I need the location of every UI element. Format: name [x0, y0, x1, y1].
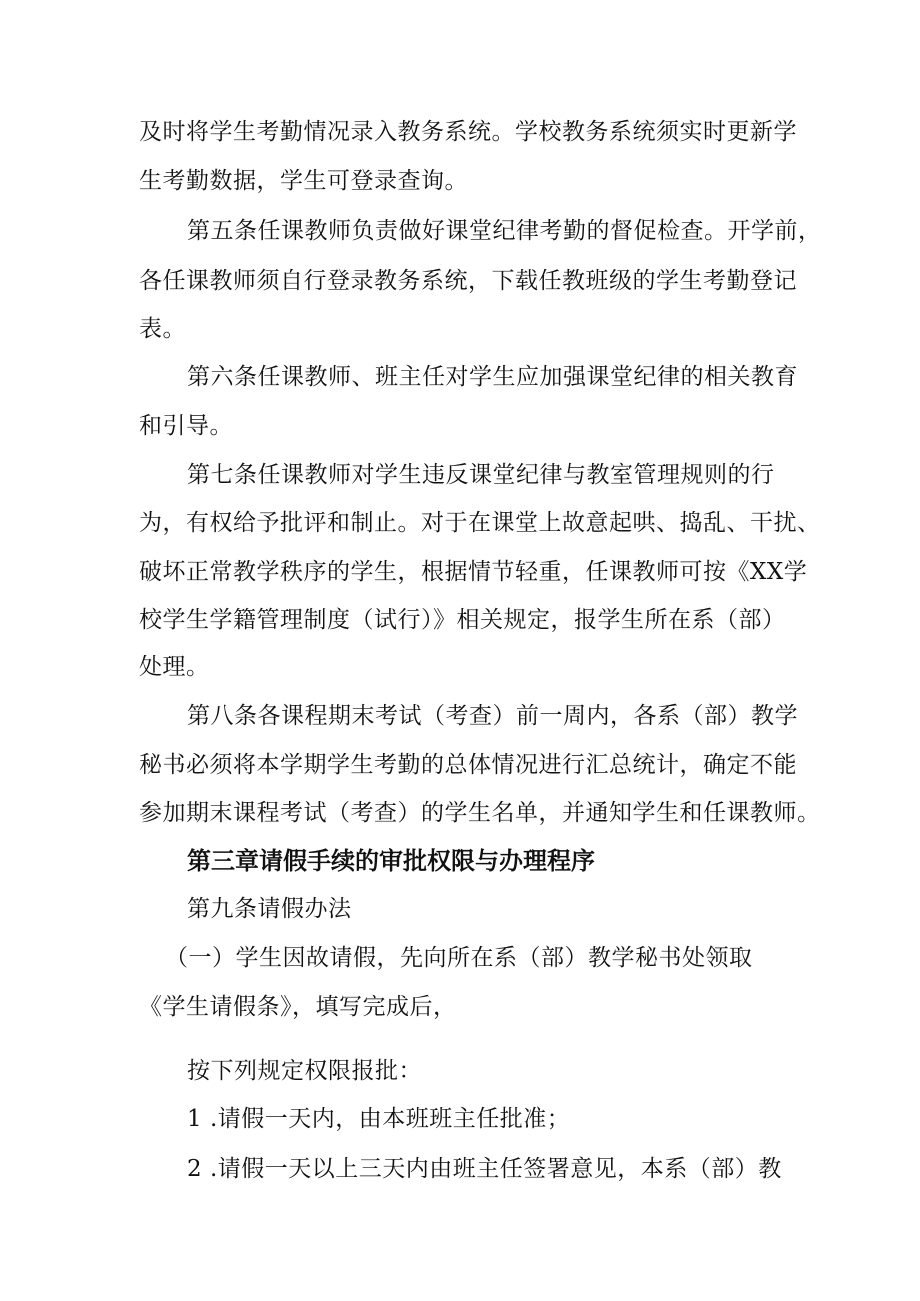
paragraph-line: 参加期末课程考试（考查）的学生名单，并通知学生和任课教师。: [139, 800, 821, 826]
paragraph-line: 各任课教师须自行登录教务系统，下载任教班级的学生考勤登记: [139, 268, 797, 294]
paragraph-line: 处理。: [139, 654, 210, 680]
list-item: 1 .请假一天内，由本班班主任批准；: [187, 1106, 571, 1132]
article-9-line: 第九条请假办法: [187, 896, 352, 922]
paragraph-line: 《学生请假条》，填写完成后，: [139, 994, 457, 1020]
paragraph-line: 破坏正常教学秩序的学生，根据情节轻重，任课教师可按《XX学: [139, 559, 808, 585]
paragraph-line: 为，有权给予批评和制止。对于在课堂上故意起哄、捣乱、干扰、: [139, 510, 821, 536]
article-5-line: 第五条任课教师负责做好课堂纪律考勤的督促检查。开学前，: [187, 218, 822, 244]
clause-1-line: （一）学生因故请假，先向所在系（部）教学秘书处领取: [165, 945, 753, 971]
list-item: 2 .请假一天以上三天内由班主任签署意见，本系（部）教: [187, 1156, 782, 1182]
chapter-heading: 第三章请假手续的审批权限与办理程序: [187, 847, 595, 875]
article-7-line: 第七条任课教师对学生违反课堂纪律与教室管理规则的行: [187, 462, 775, 488]
paragraph-line: 校学生学籍管理制度（试行）》相关规定，报学生所在系（部）: [139, 607, 786, 633]
article-6-line: 第六条任课教师、班主任对学生应加强课堂纪律的相关教育: [187, 364, 798, 390]
paragraph-line: 秘书必须将本学期学生考勤的总体情况进行汇总统计，确定不能: [139, 752, 797, 778]
paragraph-line: 表。: [139, 316, 186, 342]
paragraph-line: 和引导。: [139, 413, 233, 439]
paragraph-line: 及时将学生考勤情况录入教务系统。学校教务系统须实时更新学: [139, 119, 797, 145]
paragraph-line: 生考勤数据，学生可登录查询。: [139, 168, 468, 194]
article-8-line: 第八条各课程期末考试（考查）前一周内，各系（部）教学: [187, 703, 798, 729]
paragraph-line: 按下列规定权限报批：: [187, 1058, 422, 1084]
